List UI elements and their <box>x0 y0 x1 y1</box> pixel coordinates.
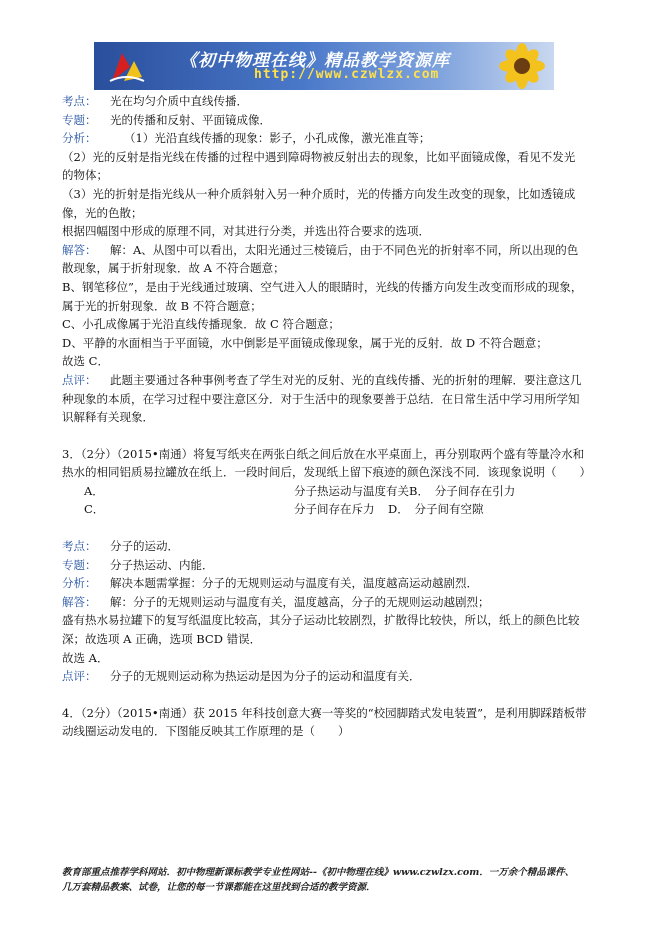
q3-jieda-line: 故选 A． <box>62 650 109 665</box>
q3-dianping: 点评： 分子的无规则运动称为热运动是因为分子的运动和温度有关． <box>62 669 421 684</box>
option-d: D． 分子间有空隙 <box>388 502 484 517</box>
q2-jieda-line: D、平静的水面相当于平面镜，水中倒影是平面镜成像现象，属于光的反射．故 D 不符合题意； <box>62 335 548 350</box>
q2-jieda-line: 属于光的折射现象．故 B 不符合题意； <box>62 298 262 313</box>
q2-jieda-line: B、钢笔移位”，是由于光线通过玻璃、空气进入人的眼睛时，光线的传播方向发生改变而形成的现象， <box>62 279 583 294</box>
site-logo-icon <box>108 47 146 85</box>
option-label-a: A． <box>84 483 104 498</box>
option-text-c: 分子间存在斥力 <box>294 502 375 517</box>
q2-dianping-line: 种现象的本质，在学习过程中要注意区分．对于生活中的现象要善于总结．在日常生活中学习用所学知 <box>62 391 580 406</box>
q2-jieda: 解答： 解：A、从图中可以看出，太阳光通过三棱镜后，由于不同色光的折射率不同，所以出现的色 <box>62 242 579 257</box>
q3-fenxi: 分析： 解决本题需掌握：分子的无规则运动与温度有关，温度越高运动越剧烈． <box>62 576 478 591</box>
option-text-a: 分子热运动与温度有关 <box>294 483 409 498</box>
q3-kaodian: 考点： 分子的运动． <box>62 539 179 554</box>
q2-kaodian: 考点： 光在均匀介质中直线传播． <box>62 94 248 108</box>
q2-jieda-line: 散现象，属于折射现象．故 A 不符合题意； <box>62 261 285 276</box>
q2-fenxi-line: 像，光的色散； <box>62 205 143 220</box>
q2-zhuanti: 专题： 光的传播和反射、平面镜成像． <box>62 112 271 127</box>
q3-zhuanti: 专题： 分子热运动、内能． <box>62 557 214 572</box>
option-label-c: C． <box>84 502 105 517</box>
sunflower-icon <box>482 42 552 90</box>
q3-jieda: 解答： 解：分子的无规则运动与温度有关，温度越高，分子的无规则运动越剧烈； <box>62 594 490 609</box>
page-footer <box>62 865 602 895</box>
q3-option-row <box>62 482 600 501</box>
q3-stem: 热水的相同铝质易拉罐放在纸上．一段时间后，发现纸上留下痕迹的颜色深浅不同．该现象说明（ ） <box>62 465 591 480</box>
document-body <box>62 92 600 741</box>
q2-fenxi-line: 根据四幅图中形成的原理不同，对其进行分类，并选出符合要求的选项． <box>62 224 430 239</box>
q2-fenxi: 分析： （1）光沿直线传播的现象：影子，小孔成像，激光准直等； <box>62 131 431 146</box>
q3-jieda-line: 盛有热水易拉罐下的复写纸温度比较高，其分子运动比较剧烈，扩散得比较快，所以，纸上的颜色比较 <box>62 613 580 628</box>
q2-dianping-line: 识解释有关现象． <box>62 410 154 425</box>
option-b: B． 分子间存在引力 <box>409 483 516 498</box>
footer-line: 教育部重点推荐学科网站．初中物理新课标教学专业性网站--《初中物理在线》www.czwlzx.com．一万余个精品课件、 <box>62 867 575 878</box>
q3-option-row <box>62 500 600 519</box>
site-url[interactable]: http://www.czwlzx.com <box>254 67 440 82</box>
footer-line: 几万套精品教案、试卷，让您的每一节课都能在这里找到合适的教学资源． <box>62 882 376 893</box>
q2-jieda-line: 故选 C． <box>62 354 109 369</box>
q4-stem: 动线圈运动发电的．下图能反映其工作原理的是（ ） <box>62 724 350 739</box>
q3-stem: 3．（2分）（2015•南通）将复写纸夹在两张白纸之间后放在水平桌面上，再分别取两个盛有等量冷水和 <box>62 446 585 461</box>
q2-fenxi-line: （3）光的折射是指光线从一种介质斜射入另一种介质时，光的传播方向发生改变的现象，比如透镜成 <box>62 186 576 201</box>
q2-dianping: 点评： 此题主要通过各种事例考查了学生对光的反射、光的直线传播、光的折射的理解．要注意这几 <box>62 372 582 387</box>
q2-fenxi-line: 的物体； <box>62 168 108 183</box>
site-title: 《初中物理在线》精品教学资源库 <box>180 51 450 71</box>
q2-fenxi-line: （2）光的反射是指光线在传播的过程中遇到障碍物被反射出去的现象，比如平面镜成像，看见不发光 <box>62 149 576 164</box>
q2-jieda-line: C、小孔成像属于光沿直线传播现象．故 C 符合题意； <box>62 317 340 332</box>
q4-stem: 4．（2分）（2015•南通）获 2015 年科技创意大赛一等奖的“校园脚踏式发电装置”，是利用脚踩踏板带 <box>62 705 587 720</box>
header-banner <box>94 42 554 90</box>
q3-jieda-line: 深；故选项 A 正确，选项 BCD 错误． <box>62 632 262 647</box>
